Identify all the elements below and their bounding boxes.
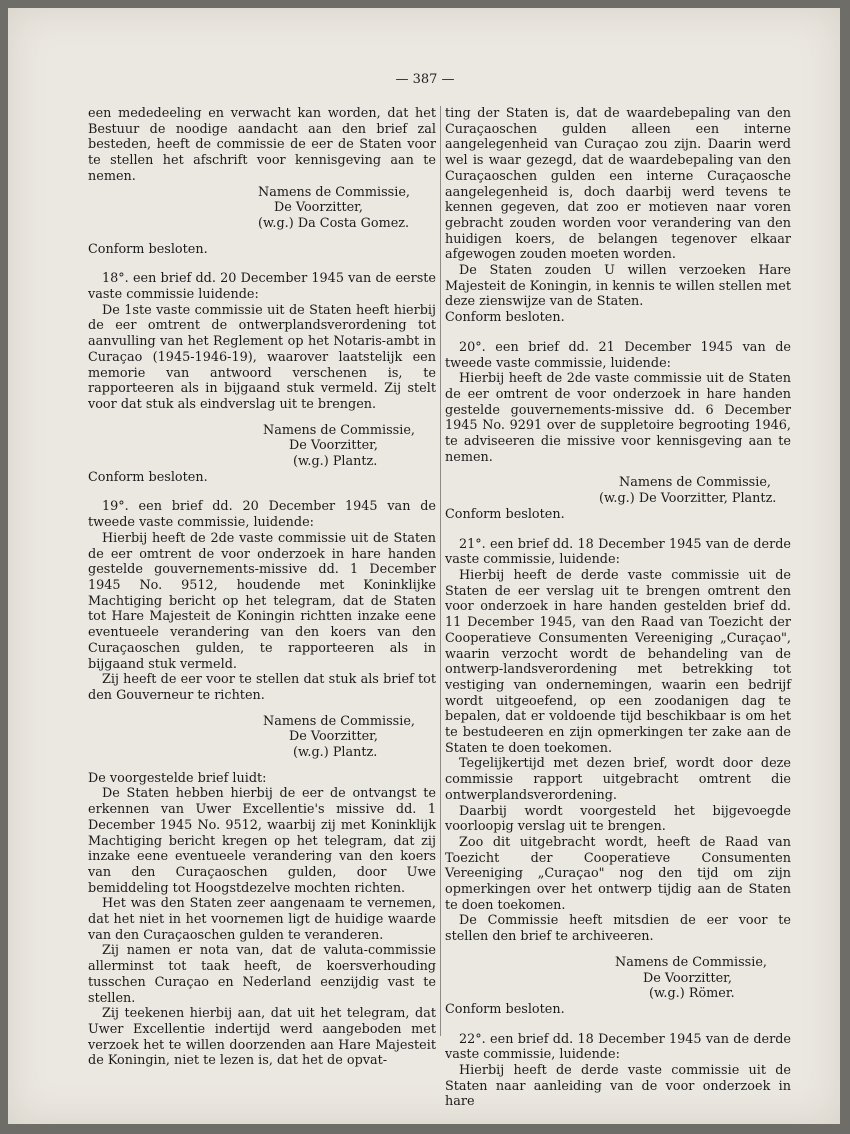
left-column (88, 106, 436, 1069)
letter-paragraph-4: Zij teekenen hierbij aan, dat uit het telegram, dat Uwer Excellentie indertijd werd aangeboden met verzoek het te willen doorzenden aan Hare Majesteit de Koningin, niet te lezen is, dat het de opvat- (88, 1006, 436, 1069)
item-20-heading: 20°. een brief dd. 21 December 1945 van de tweede vaste commissie, luidende: (445, 339, 791, 371)
signature-block-5 (615, 955, 791, 1002)
item-22-body: Hierbij heeft de derde vaste commissie uit de Staten naar aanleiding van de voor onderzoek in hare (445, 1063, 791, 1110)
signature-block-1 (258, 185, 436, 232)
conform-besloten: Conform besloten. (88, 469, 208, 485)
signature-line: Namens de Commissie, (615, 954, 767, 970)
signature-block-3 (263, 714, 436, 761)
right-column (445, 106, 791, 1110)
letter-paragraph-1: De Staten hebben hierbij de eer de ontvangst te erkennen van Uwer Excellentie's missive dd. 1 December 1945 No. 9512, waarbij zij met Koninklijk Machtiging bericht kregen op het telegram, dat zij inzake eene eventueele verandering van den koers van den Curaçaoschen gulden, door Uwe bemiddeling tot Hoogstdezelve mochten richten. (88, 786, 436, 896)
page-number: — 387 — (395, 72, 455, 87)
item-18-heading: 18°. een brief dd. 20 December 1945 van de eerste vaste commissie luidende: (88, 271, 436, 303)
item-19-body: Hierbij heeft de 2de vaste commissie uit de Staten de eer omtrent de voor onderzoek in hare handen gestelde gouvernements-missive dd. 1 December 1945 No. 9512, houdende met Koninklijke Machtiging bericht op het telegram, dat de Staten tot Hare Majesteit de Koningin richtten inzake eene eventueele verandering van den koers van den Curaçaoschen gulden, te rapporteeren als in bijgaand stuk vermeld. (88, 530, 436, 672)
signature-line: (w.g.) Plantz. (293, 745, 378, 761)
signature-line: De Voorzitter, (274, 200, 363, 216)
letter-paragraph-2: Het was den Staten zeer aangenaam te vernemen, dat het niet in het voornemen ligt de huidige waarde van den Curaçaoschen gulden te veranderen. (88, 896, 436, 943)
item-22-heading: 22°. een brief dd. 18 December 1945 van de derde vaste commissie, luidende: (445, 1031, 791, 1063)
signature-line: (w.g.) Plantz. (293, 454, 378, 470)
conform-besloten: Conform besloten. (445, 310, 565, 326)
item-21-paragraph-5: De Commissie heeft mitsdien de eer voor te stellen den brief te archiveeren. (445, 913, 791, 945)
item-18-body: De 1ste vaste commissie uit de Staten heeft hierbij de eer omtrent de ontwerplandsverordening tot aanvulling van het Reglement op het Notaris-ambt in Curaçao (1945-1946-19), waarover laatstelijk een memorie van antwoord verschenen is, te rapporteeren als in bijgaand stuk vermeld. Zij stelt voor dat stuk als eindverslag uit te brengen. (88, 302, 436, 412)
signature-line: Namens de Commissie, (263, 713, 415, 729)
signature-line: (w.g.) Römer. (649, 986, 735, 1002)
signature-line: (w.g.) Da Costa Gomez. (258, 215, 410, 231)
signature-line: De Voorzitter, (643, 970, 732, 986)
item-20-body: Hierbij heeft de 2de vaste commissie uit de Staten de eer omtrent de voor onderzoek in hare handen gestelde gouvernements-missive dd. 6 December 1945 No. 9291 over de suppletoire begrooting 1946, te adviseeren die missive voor kennisgeving aan te nemen. (445, 371, 791, 465)
continued-paragraph: ting der Staten is, dat de waardebepaling van den Curaçaoschen gulden alleen een interne aangelegenheid van Curaçao zou zijn. Daarin werd wel is waar gezegd, dat de waardebepaling van den Curaçaoschen gulden een interne Curaçaosche aangelegenheid is, doch daarbij werd tevens te kennen gegeven, dat zoo er motieven naar voren gebracht zouden worden voor verandering van den huidigen koers, de belangen tegenover elkaar afgewogen zouden moeten worden. (445, 106, 791, 263)
item-21-body: Hierbij heeft de derde vaste commissie uit de Staten de eer verslag uit te brengen omtrent den voor onderzoek in hare handen gestelden brief dd. 11 December 1945, van den Raad van Toezicht der Cooperatieve Consumenten Vereeniging „Curaçao", waarin verzocht wordt de behandeling van de ontwerp-landsverordening met betrekking tot vestiging van ondernemingen, waarin een bedrijf wordt uitgeoefend, op een zoodanigen dag te bepalen, dat er voldoende tijd beschikbaar is om het te bestudeeren en zijn opmerkingen ter zake aan de Staten te doen toekomen. (445, 567, 791, 756)
signature-block-2 (263, 423, 436, 470)
signature-line: De Voorzitter, (289, 729, 378, 745)
signature-line: Namens de Commissie, (258, 184, 410, 200)
signature-line: (w.g.) De Voorzitter, Plantz. (599, 491, 777, 507)
intro-paragraph: een mededeeling en verwacht kan worden, dat het Bestuur de noodige aandacht aan den brief zal besteden, heeft de commissie de eer de Staten voor te stellen het afschrift voor kennisgeving aan te nemen. (88, 106, 436, 184)
signature-line: De Voorzitter, (289, 438, 378, 454)
signature-line: Namens de Commissie, (263, 422, 415, 438)
conform-besloten: Conform besloten. (445, 1001, 565, 1017)
continued-paragraph-2: De Staten zouden U willen verzoeken Hare Majesteit de Koningin, in kennis te willen stellen met deze zienswijze van de Staten. (445, 263, 791, 310)
item-21-paragraph-2: Tegelijkertijd met dezen brief, wordt door deze commissie rapport uitgebracht omtrent die ontwerplandsverordening. (445, 756, 791, 803)
conform-besloten: Conform besloten. (88, 241, 208, 257)
letter-intro: De voorgestelde brief luidt: (88, 770, 267, 786)
item-21-paragraph-4: Zoo dit uitgebracht wordt, heeft de Raad van Toezicht der Cooperatieve Consumenten Vereeniging „Curaçao" nog den tijd om zijn opmerkingen over het ontwerp tijdig aan de Staten te doen toekomen. (445, 834, 791, 913)
item-19-body-2: Zij heeft de eer voor te stellen dat stuk als brief tot den Gouverneur te richten. (88, 672, 436, 703)
signature-line: Namens de Commissie, (619, 475, 771, 491)
signature-block-4 (599, 475, 791, 507)
conform-besloten: Conform besloten. (445, 506, 565, 522)
column-divider (440, 106, 441, 1036)
letter-paragraph-3: Zij namen er nota van, dat de valuta-commissie allerminst tot taak heeft, de koersverhouding tusschen Curaçao en Nederland eenzijdig vast te stellen. (88, 943, 436, 1006)
item-21-paragraph-3: Daarbij wordt voorgesteld het bijgevoegde voorloopig verslag uit te brengen. (445, 803, 791, 835)
item-21-heading: 21°. een brief dd. 18 December 1945 van de derde vaste commissie, luidende: (445, 536, 791, 568)
item-19-heading: 19°. een brief dd. 20 December 1945 van de tweede vaste commissie, luidende: (88, 499, 436, 531)
